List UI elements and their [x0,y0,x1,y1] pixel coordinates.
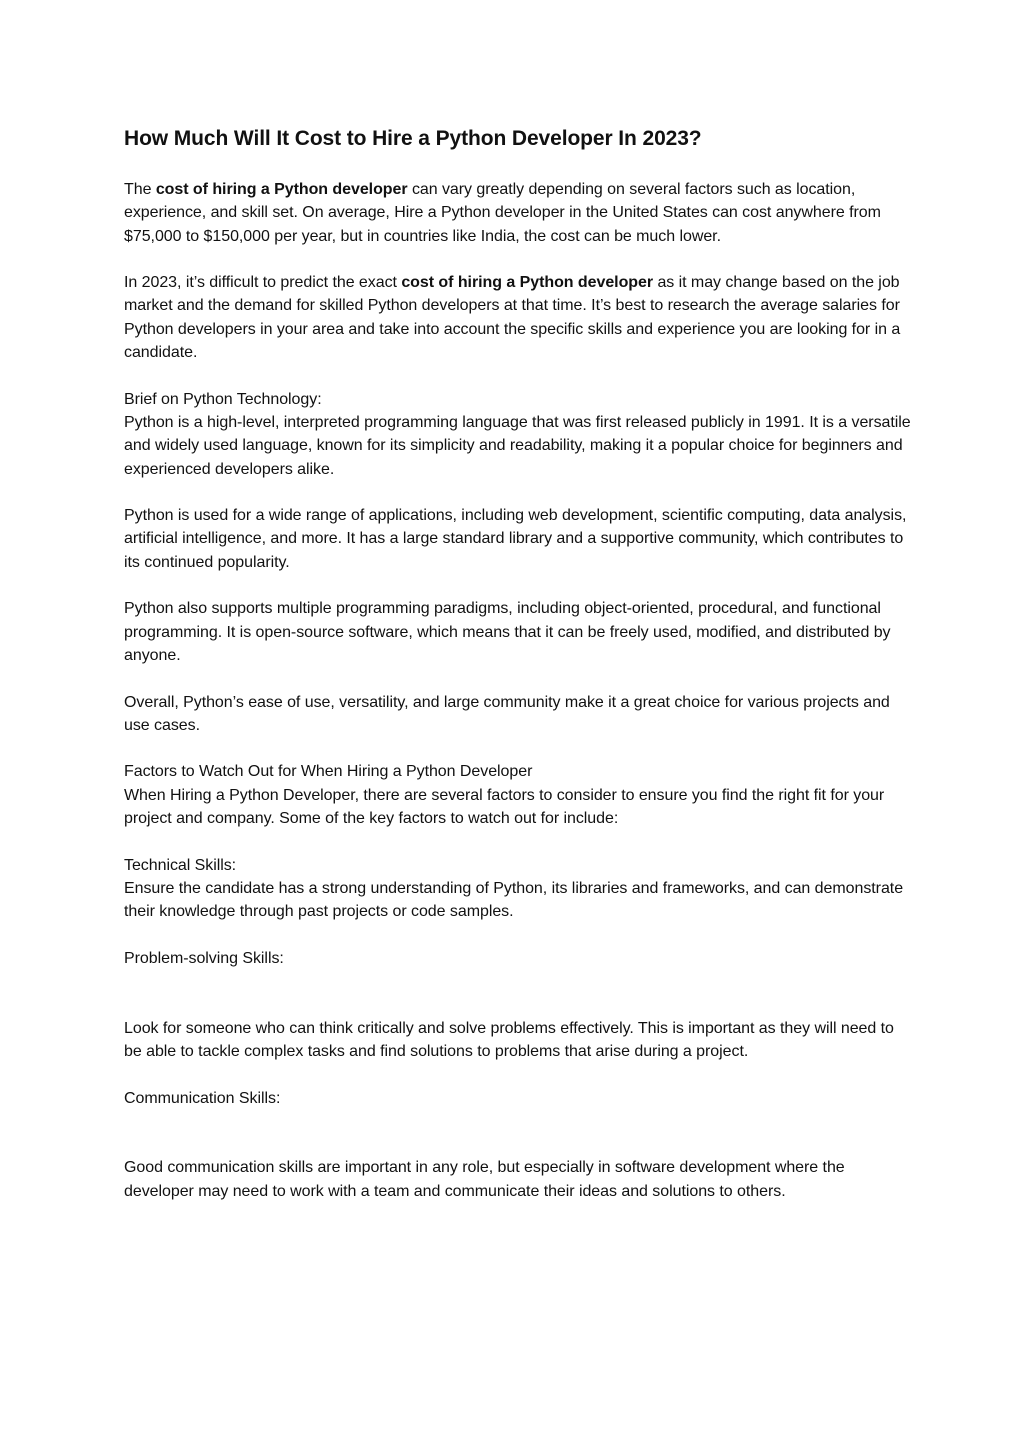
intro-paragraph-1-bold: cost of hiring a Python developer [155,181,408,198]
document-content [124,124,914,1203]
intro-paragraph-1 [124,178,914,248]
factors-heading: Factors to Watch Out for When Hiring a Python Developer [124,763,533,781]
problem-solving-heading: Problem-solving Skills: [124,949,284,967]
intro-paragraph-1-end: can vary greatly depending on several factors such as location, experience, and skill set. On average, Hire a Python developer in the United States can cost anywhere from $75,000 to $150,000 per year, but in countries like India, the cost can be much lower. [124,181,881,245]
intro-paragraph-1-start: The [124,181,156,198]
technical-skills-text: Ensure the candidate has a strong understanding of Python, its libraries and frameworks, and can demonstrate their knowledge through past projects or code samples. [124,879,904,921]
intro-paragraph-2 [124,271,914,364]
brief-paragraph-1: Python is a high-level, interpreted programming language that was first released publicly in 1991. It is a versatile and widely used language, known for its simplicity and readability, making it a popular choice for beginners and experienced developers alike. [124,413,911,478]
technical-skills-heading: Technical Skills: [124,856,237,874]
problem-solving-text: Look for someone who can think critically and solve problems effectively. This is important as they will need to be able to tackle complex tasks and find solutions to problems that arise during a project. [124,1019,894,1060]
factors-intro: When Hiring a Python Developer, there are several factors to consider to ensure you find the right fit for your project and company. Some of the key factors to watch out for include: [124,786,885,828]
brief-paragraph-4: Overall, Python’s ease of use, versatility, and large community make it a great choice for various projects and use cases. [124,693,890,734]
page-title: How Much Will It Cost to Hire a Python Developer In 2023? [124,127,702,150]
intro-paragraph-2-start: In 2023, it’s difficult to predict the exact [124,274,402,292]
intro-paragraph-2-bold: cost of hiring a Python developer [401,274,654,292]
intro-paragraph-2-end: as it may change based on the job market and the demand for skilled Python developers at that time. It’s best to research the average salaries for Python developers in your area and take into account the specific skills and experience you are looking for in a candidate. [124,274,901,362]
brief-paragraph-3: Python also supports multiple programming paradigms, including object-oriented, procedural, and functional programming. It is open-source software, which means that it can be freely used, modified, and distributed by anyone. [124,600,891,664]
brief-heading: Brief on Python Technology: [124,390,322,408]
brief-paragraph-2: Python is used for a wide range of applications, including web development, scientific computing, data analysis, artificial intelligence, and more. It has a large standard library and a supportive community, which contributes to its continued popularity. [124,507,907,571]
communication-heading: Communication Skills: [124,1089,281,1107]
communication-text: Good communication skills are important in any role, but especially in software development where the developer may need to work with a team and communicate their ideas and solutions to others. [124,1159,845,1200]
